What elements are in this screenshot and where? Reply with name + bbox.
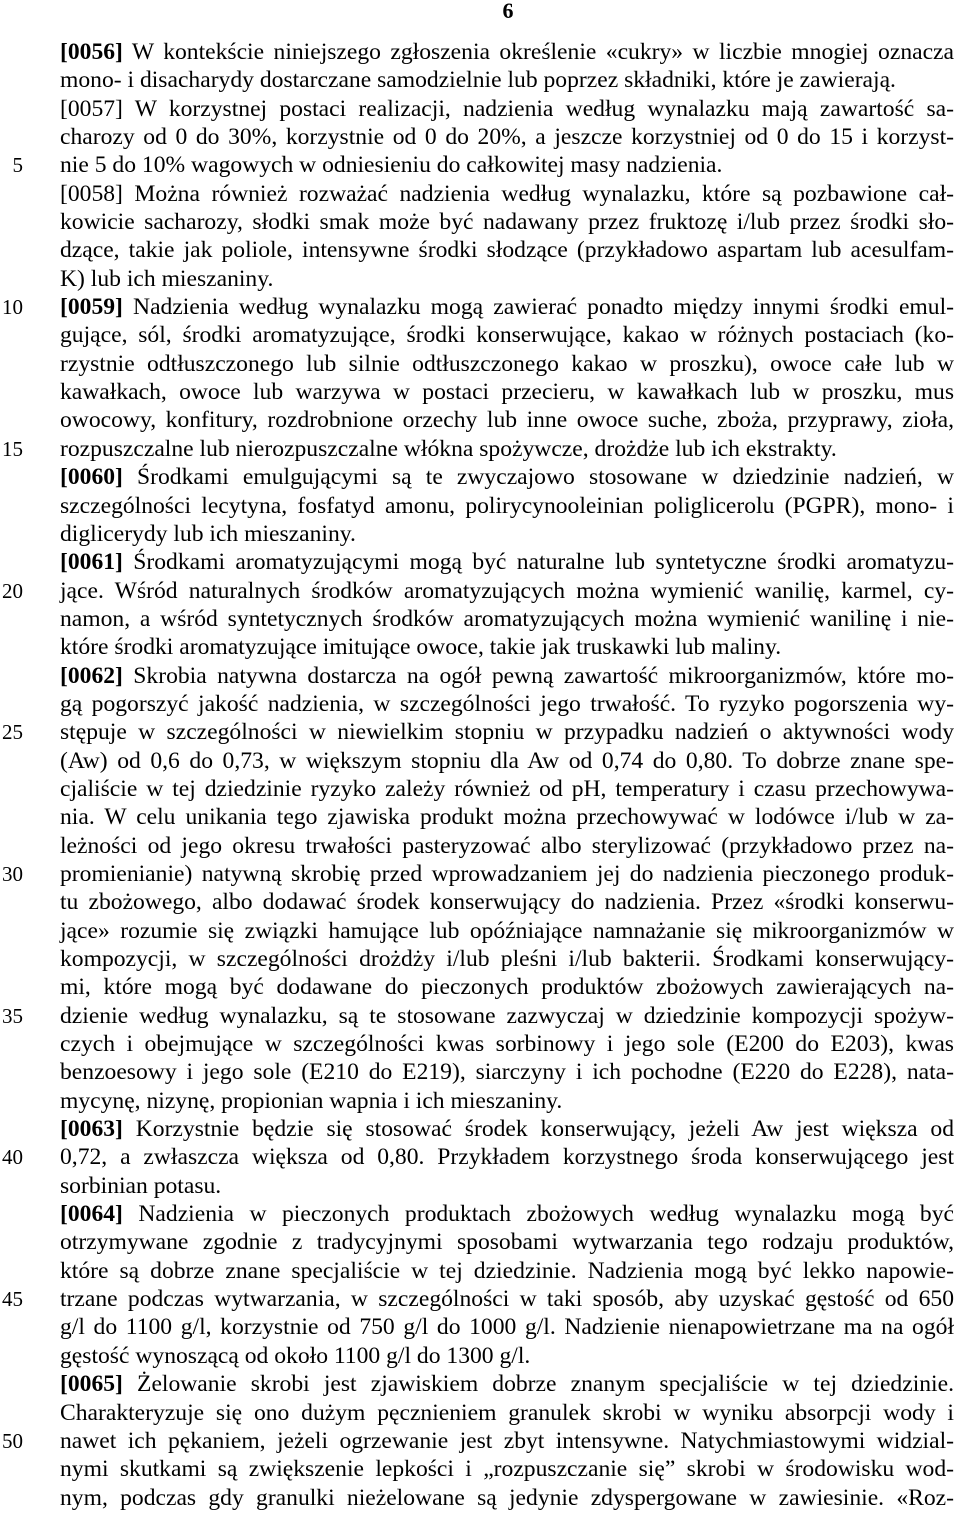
line-text: 0,72, a zwłaszcza większa od 0,80. Przykładem korzystnego środa konserwującego jest <box>60 1144 954 1171</box>
text-line <box>0 1228 960 1256</box>
line-text: rzystnie odtłuszczonego lub silnie odtłuszczonego kakao w proszku), owoce całe lub w <box>60 350 954 377</box>
text-line <box>0 1002 960 1030</box>
paragraph-number: [0056] <box>60 39 123 65</box>
line-text: gujące, sól, środki aromatyzujące, środki konserwujące, kakao w różnych postaciach (ko- <box>60 322 954 349</box>
line-text: g/l do 1100 g/l, korzystnie od 750 g/l do 1000 g/l. Nadzienie nienapowietrzane ma na ogół <box>60 1314 954 1341</box>
text-line <box>0 66 960 94</box>
line-text: mono- i disacharydy dostarczane samodzielnie lub poprzez składniki, które je zawierają. <box>60 67 896 94</box>
line-text: nymi skutkami są zwiększenie lepkości i „rozpuszczanie się” skrobi w środowisku wod- <box>60 1456 954 1483</box>
line-text: dzące, takie jak poliole, intensywne środki słodzące (przykładowo aspartam lub acesulfam- <box>60 237 954 264</box>
text-line <box>0 520 960 548</box>
paragraph <box>0 293 960 463</box>
paragraph <box>0 548 960 661</box>
line-text: Nadzienia w pieczonych produktach zbożowych według wynalazku mogą być <box>138 1201 954 1228</box>
line-content <box>60 1370 954 1398</box>
line-text: (Aw) od 0,6 do 0,73, w większym stopniu dla Aw od 0,74 do 0,80. To dobrze znane spe- <box>60 747 954 774</box>
line-text: Nadzienia według wynalazku mogą zawierać ponadto między innymi środki emul- <box>133 294 954 321</box>
text-line <box>0 38 960 66</box>
line-text: gęstość wynoszącą od około 1100 g/l do 1300 g/l. <box>60 1342 531 1369</box>
line-text: W korzystnej postaci realizacji, nadzienia według wynalazku mają zawartość sa- <box>134 95 954 122</box>
line-text: mi, które mogą być dodawane do pieczonych produktów zbożowych zawierających na- <box>60 974 954 1001</box>
text-line <box>0 718 960 746</box>
text-line <box>0 180 960 208</box>
text-line <box>0 435 960 463</box>
text-line <box>0 860 960 888</box>
text-line <box>0 321 960 349</box>
line-text: kawałkach, owoce lub warzywa w postaci przecieru, w kawałkach lub w proszku, mus <box>60 379 954 406</box>
text-line <box>0 1200 960 1228</box>
paragraph-number: [0061] <box>60 549 123 576</box>
text-line <box>0 803 960 831</box>
text-line <box>0 265 960 293</box>
line-text: stępuje w szczególności w niewielkim stopniu w przypadku nadzień o aktywności wody <box>60 719 954 746</box>
line-text: kowicie sacharozy, słodki smak może być nadawany przez fruktozę i/lub przez środki sło- <box>60 209 954 236</box>
text-line <box>0 1484 960 1512</box>
margin-line-number: 10 <box>2 295 23 320</box>
text-line <box>0 151 960 179</box>
text-line <box>0 123 960 151</box>
line-text: W kontekście niniejszego zgłoszenia określenie «cukry» w liczbie mnogiej oznacza <box>131 39 954 65</box>
paragraph-number: [0062] <box>60 662 123 689</box>
paragraph <box>0 95 960 180</box>
line-text: charozy od 0 do 30%, korzystnie od 0 do 20%, a jeszcze korzystniej od 0 do 15 i korzyst- <box>60 124 954 151</box>
paragraph <box>0 1200 960 1370</box>
paragraph <box>0 180 960 293</box>
line-content <box>60 1115 954 1143</box>
text-line <box>0 1285 960 1313</box>
text-line <box>0 1115 960 1143</box>
line-text: gą pogorszyć jakość nadzienia, w szczególności jego trwałość. To ryzyko pogorszenia wy- <box>60 690 954 717</box>
line-text: dzienie według wynalazku, są te stosowane zazwyczaj w dziedzinie kompozycji spożyw- <box>60 1002 954 1029</box>
text-line <box>0 350 960 378</box>
text-line <box>0 1143 960 1171</box>
line-text: które środki aromatyzujące imitujące owoce, takie jak truskawki lub maliny. <box>60 634 782 661</box>
text-line <box>0 917 960 945</box>
line-text: nym, podczas gdy granulki nieżelowane są jedynie zdyspergowane w zawiesinie. «Roz- <box>60 1484 954 1511</box>
line-text: otrzymywane zgodnie z tradycyjnymi sposobami wytwarzania tego rodzaju produktów, <box>60 1229 954 1256</box>
line-text: benzoesowy i jego sole (E210 do E219), siarczyny i ich pochodne (E220 do E228), nata- <box>60 1059 954 1086</box>
line-text: które są dobrze znane specjaliście w tej dziedzinie. Nadzienia mogą być lekko napowie- <box>60 1257 954 1284</box>
line-text: trzane podczas wytwarzania, w szczególności w taki sposób, aby uzyskać gęstość od 650 <box>60 1286 954 1313</box>
text-line <box>0 577 960 605</box>
line-text: szczególności lecytyna, fosfatyd amonu, polirycynooleinian poliglicerolu (PGPR), mono- i <box>60 492 954 519</box>
line-content <box>60 38 954 66</box>
paragraph <box>0 38 960 95</box>
paragraph <box>0 662 960 1116</box>
page-number: 6 <box>502 0 514 23</box>
line-text: diglicerydy lub ich mieszaniny. <box>60 520 356 547</box>
margin-line-number: 25 <box>2 720 23 745</box>
text-line <box>0 832 960 860</box>
text-line <box>0 1342 960 1370</box>
text-line <box>0 605 960 633</box>
line-text: Można również rozważać nadzienia według wynalazku, które są pozbawione cał- <box>134 180 954 207</box>
paragraph <box>0 1115 960 1200</box>
line-text: mycynę, nizynę, propionian wapnia i ich mieszaniny. <box>60 1087 563 1114</box>
text-line <box>0 662 960 690</box>
text-line <box>0 293 960 321</box>
paragraph-number: [0058] <box>60 180 123 207</box>
paragraph-number: [0060] <box>60 464 123 491</box>
line-text: jące. Wśród naturalnych środków aromatyzujących można wymienić wanilię, karmel, cy- <box>60 577 954 604</box>
line-text: rozpuszczalne lub nierozpuszczalne włókna spożywcze, drożdże lub ich ekstrakty. <box>60 435 837 462</box>
margin-line-number: 35 <box>2 1003 23 1028</box>
margin-line-number: 45 <box>2 1287 23 1312</box>
paragraph-number: [0065] <box>60 1371 123 1398</box>
text-line <box>0 1058 960 1086</box>
line-content <box>60 180 954 208</box>
paragraph-number: [0059] <box>60 294 123 321</box>
margin-line-number: 50 <box>2 1428 23 1453</box>
line-content <box>60 662 954 690</box>
line-content <box>60 293 954 321</box>
line-text: tu zbożowego, albo dodawać środek konserwujący do nadzienia. Przez «środki konserwu- <box>60 889 954 916</box>
line-content <box>60 548 954 576</box>
line-text: K) lub ich mieszaniny. <box>60 265 274 292</box>
line-text: Skrobia natywna dostarcza na ogół pewną zawartość mikroorganizmów, które mo- <box>133 662 954 689</box>
line-text: cjaliście w tej dziedzinie ryzyko zależy również od pH, temperatury i czasu przechowywa- <box>60 775 954 802</box>
paragraph-number: [0063] <box>60 1116 123 1143</box>
line-text: Żelowanie skrobi jest zjawiskiem dobrze znanym specjaliście w tej dziedzinie. <box>137 1371 954 1398</box>
line-text: sorbinian potasu. <box>60 1172 222 1199</box>
text-line <box>0 633 960 661</box>
text-line <box>0 1030 960 1058</box>
line-text: czych i obejmujące w szczególności kwas sorbinowy i jego sole (E200 do E203), kwas <box>60 1031 954 1058</box>
paragraph <box>0 463 960 548</box>
text-line <box>0 690 960 718</box>
text-line <box>0 95 960 123</box>
margin-line-number: 15 <box>2 436 23 461</box>
paragraph <box>0 1370 960 1512</box>
text-line <box>0 208 960 236</box>
text-line <box>0 747 960 775</box>
text-line <box>0 1370 960 1398</box>
margin-line-number: 40 <box>2 1145 23 1170</box>
line-text: owocowy, konfitury, rozdrobnione orzechy lub inne owoce suche, zboża, przyprawy, zioła, <box>60 407 954 434</box>
line-text: namon, a wśród syntetycznych środków aromatyzujących można wymienić wanilinę i nie- <box>60 605 954 632</box>
document-body <box>0 38 960 1512</box>
text-line <box>0 1427 960 1455</box>
text-line <box>0 1172 960 1200</box>
line-text: jące» rozumie się związki hamujące lub opóźniające namnażanie się mikroorganizmów w <box>60 917 954 944</box>
text-line <box>0 1257 960 1285</box>
text-line <box>0 1087 960 1115</box>
line-text: Korzystnie będzie się stosować środek konserwujący, jeżeli Aw jest większa od <box>135 1116 954 1143</box>
text-line <box>0 888 960 916</box>
line-text: nie 5 do 10% wagowych w odniesieniu do całkowitej masy nadzienia. <box>60 152 723 179</box>
margin-line-number: 30 <box>2 861 23 886</box>
line-text: leżności od jego okresu trwałości pasteryzować albo sterylizować (przykładowo przez na- <box>60 832 954 859</box>
line-text: Środkami emulgującymi są te zwyczajowo stosowane w dziedzinie nadzień, w <box>137 464 954 491</box>
text-line <box>0 1399 960 1427</box>
text-line <box>0 236 960 264</box>
text-line <box>0 1313 960 1341</box>
paragraph-number: [0064] <box>60 1201 123 1228</box>
paragraph-number: [0057] <box>60 95 123 122</box>
text-line <box>0 492 960 520</box>
text-line <box>0 406 960 434</box>
line-content <box>60 1200 954 1228</box>
text-line <box>0 1455 960 1483</box>
line-text: promienianie) natywną skrobię przed wprowadzaniem jej do nadzienia pieczonego produk- <box>60 860 954 887</box>
line-content <box>60 95 954 123</box>
margin-line-number: 20 <box>2 578 23 603</box>
text-line <box>0 945 960 973</box>
margin-line-number: 5 <box>12 153 23 178</box>
line-text: Środkami aromatyzującymi mogą być naturalne lub syntetyczne środki aromatyzu- <box>133 549 954 576</box>
text-line <box>0 378 960 406</box>
line-text: nia. W celu unikania tego zjawiska produkt można przechowywać w lodówce i/lub w za- <box>60 804 954 831</box>
line-text: nawet ich pękaniem, jeżeli ogrzewanie jest zbyt intensywne. Natychmiastowymi widzial- <box>60 1427 954 1454</box>
text-line <box>0 548 960 576</box>
line-text: kompozycji, w szczególności drożdży i/lub pleśni i/lub bakterii. Środkami konserwujący- <box>60 946 954 972</box>
text-line <box>0 775 960 803</box>
text-line <box>0 973 960 1001</box>
line-content <box>60 463 954 491</box>
line-text: Charakteryzuje się ono dużym pęcznieniem granulek skrobi w wyniku absorpcji wody i <box>60 1399 954 1426</box>
text-line <box>0 463 960 491</box>
